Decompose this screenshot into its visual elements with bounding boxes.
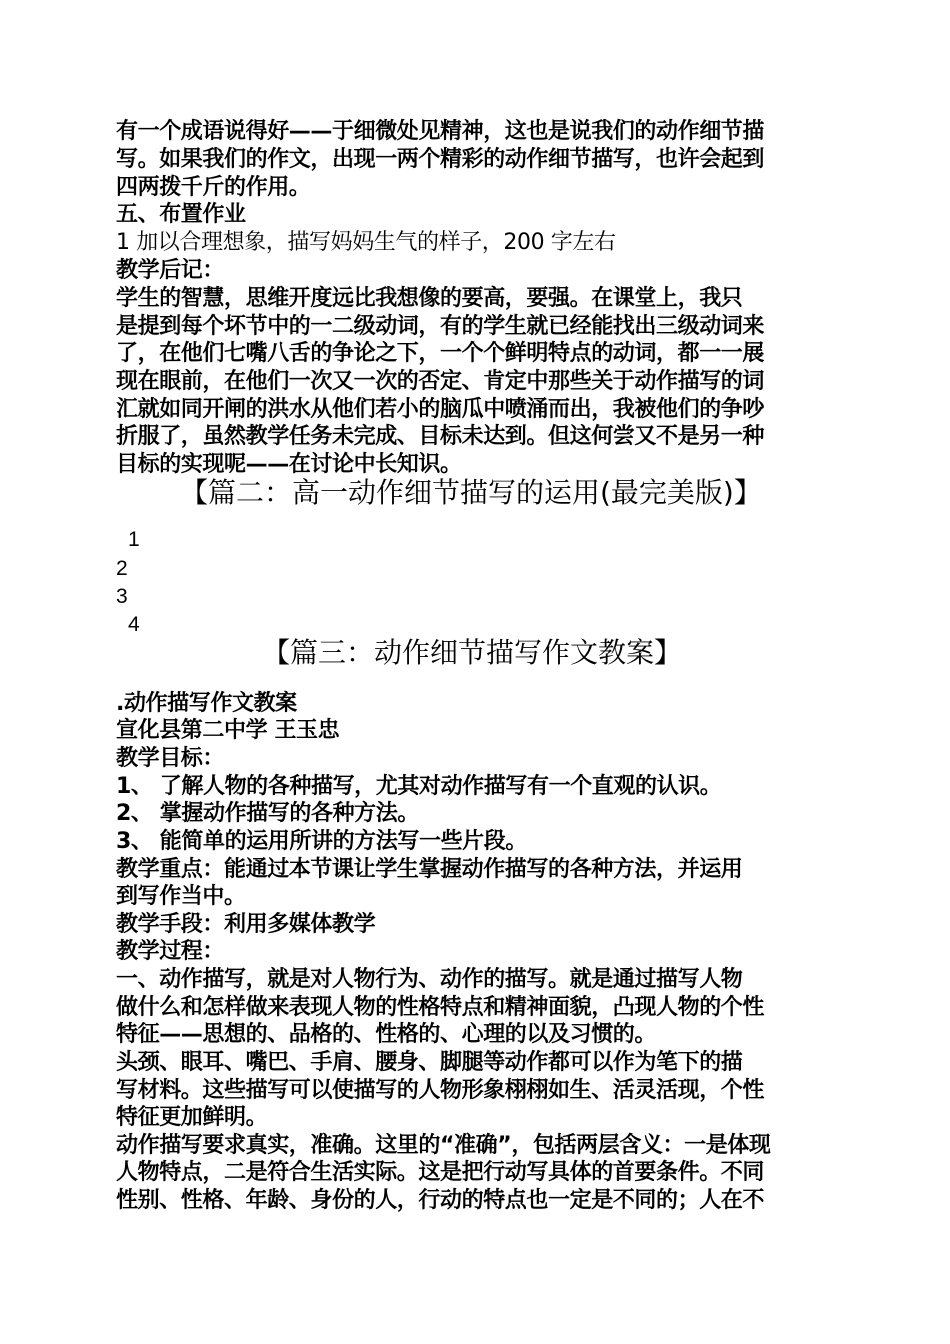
text-line: 头颈、眼耳、嘴巴、手肩、腰身、脚腿等动作都可以作为笔下的描 — [116, 1050, 743, 1075]
text-line: 特征——思想的、品格的、性格的、心理的以及习惯的。 — [116, 1022, 657, 1047]
document-title: .动作描写作文教案 — [116, 691, 297, 716]
author-line: 宣化县第二中学 王玉忠 — [116, 718, 340, 743]
text-line: 教学手段：利用多媒体教学 — [116, 912, 376, 937]
section-heading-postscript: 教学后记： — [116, 258, 225, 283]
text-line: 动作描写要求真实，准确。这里的“准确”，包括两层含义：一是体现 — [116, 1133, 771, 1158]
text-line: 人物特点，二是符合生活实际。这是把行动写具体的首要条件。不同 — [116, 1160, 765, 1185]
text-line: 有一个成语说得好——于细微处见精神，这也是说我们的动作细节描 — [116, 119, 765, 144]
text-line: 目标的实现呢——在讨论中长知识。 — [116, 452, 462, 477]
text-line: 汇就如同开闸的洪水从他们若小的脑瓜中喷涌而出，我被他们的争吵 — [116, 397, 765, 422]
text-line: 性别、性格、年龄、身份的人，行动的特点也一定是不同的；人在不 — [116, 1188, 765, 1213]
text-line: 折服了，虽然教学任务未完成、目标未达到。但这何尝又不是另一种 — [116, 424, 765, 449]
text-line: 写材料。这些描写可以使描写的人物形象栩栩如生、活灵活现，个性 — [116, 1078, 765, 1103]
text-line: 2、 掌握动作描写的各种方法。 — [116, 801, 419, 826]
text-line: 现在眼前，在他们一次又一次的否定、肯定中那些关于动作描写的词 — [116, 369, 765, 394]
text-line: 3、 能简单的运用所讲的方法写一些片段。 — [116, 829, 527, 854]
text-line: 教学过程： — [116, 939, 225, 964]
text-line: 做什么和怎样做来表现人物的性格特点和精神面貌，凸现人物的个性 — [116, 995, 765, 1020]
chapter-heading-3: 【篇三：动作细节描写作文教案】 — [262, 636, 683, 669]
text-line: 教学重点：能通过本节课让学生掌握动作描写的各种方法，并运用 — [116, 857, 743, 882]
text-line: 学生的智慧，思维开度远比我想像的要高，要强。在课堂上，我只 — [116, 286, 743, 311]
list-number: 2 — [116, 557, 128, 580]
text-line: 一、动作描写，就是对人物行为、动作的描写。就是通过描写人物 — [116, 967, 743, 992]
text-line: 教学目标： — [116, 746, 225, 771]
text-line: 是提到每个坏节中的一二级动词，有的学生就已经能找出三级动词来 — [116, 314, 765, 339]
text-line: 写。如果我们的作文，出现一两个精彩的动作细节描写，也许会起到 — [116, 147, 765, 172]
text-line: 四两拨千斤的作用。 — [116, 175, 311, 200]
list-number: 1 — [128, 528, 140, 551]
text-line: 1、 了解人物的各种描写，尤其对动作描写有一个直观的认识。 — [116, 774, 722, 799]
list-number: 3 — [116, 585, 128, 608]
list-number: 4 — [128, 613, 140, 636]
text-line: 了，在他们七嘴八舌的争论之下，一个个鲜明特点的动词，都一一展 — [116, 341, 765, 366]
text-line: 特征更加鲜明。 — [116, 1105, 268, 1130]
section-heading-assignment: 五、布置作业 — [116, 202, 246, 227]
text-line: 1 加以合理想象，描写妈妈生气的样子，200 字左右 — [116, 230, 616, 255]
chapter-heading-2: 【篇二：高一动作细节描写的运用(最完美版)】 — [180, 476, 762, 509]
text-line: 到写作当中。 — [116, 884, 246, 909]
